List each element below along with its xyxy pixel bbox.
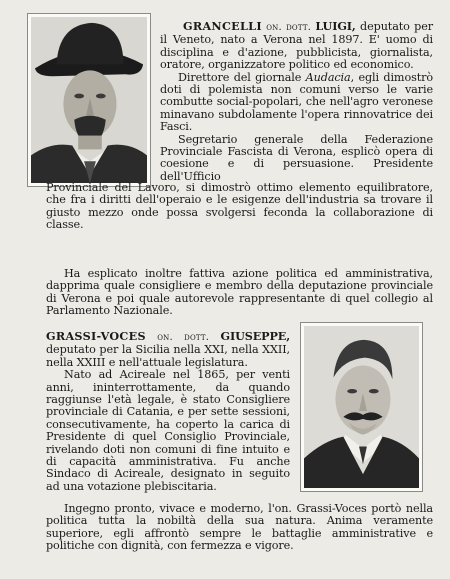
bio-grassi-voces bbox=[46, 330, 290, 493]
p2-text-after: , egli dimostrò doti di polemista non comuni verso le varie combutte social-popolari, che nell'agro veronese minavano subdolamente l'opera rinnovatrice dei Fasci. bbox=[160, 70, 434, 134]
portrait-photo-grancelli bbox=[27, 13, 151, 187]
honorific-title: on. dott. bbox=[266, 22, 312, 33]
bio-grancelli-paragraph-4: Ha esplicato inoltre fattiva azione politica ed amministrativa, dapprima quale consigliere e membro della deputazione provinciale di Verona e poi quale autorevole rappresentante di quel collegio al Parlamento Nazionale. bbox=[46, 267, 433, 318]
bio-grancelli bbox=[160, 20, 433, 183]
p2-text-before: Direttore del giornale bbox=[178, 70, 306, 84]
first-name: LUIGI, bbox=[315, 19, 356, 33]
surname: GRASSI-VOCES bbox=[46, 329, 146, 343]
portrait-photo-grassi-voces bbox=[300, 322, 423, 492]
intro-text: deputato per il Veneto, nato a Verona nel 1897. E' uomo di disciplina e d'azione, pubblicista, giornalista, oratore, organizzatore politico ed economico. bbox=[160, 20, 433, 72]
intro-text: deputato per la Sicilia nella XXI, nella XXII, nella XXIII e nell'attuale legislatura. bbox=[46, 343, 290, 369]
bio-grassi-voces-tail bbox=[46, 503, 433, 553]
bio-grancelli-intro bbox=[160, 20, 433, 72]
bio-grancelli-paragraph-3-rest: Provinciale del Lavoro, si dimostrò ottimo elemento equilibratore, che fra i diritti dell'operaio e le esigenze dell'industria sa trovare il giusto mezzo onde possa svolgersi feconda la collaborazione di classe. bbox=[46, 181, 433, 232]
bio-grassi-voces-intro bbox=[46, 330, 290, 369]
bio-grancelli-continuation bbox=[46, 182, 433, 232]
bio-grassi-voces-paragraph-2: Nato ad Acireale nel 1865, per venti anni, ininterrottamente, da quando raggiunse l'età legale, è stato Consigliere provinciale di Catania, e per sette sessioni, consecutivamente, ha coperto la carica di Presidente di quel Consiglio Provinciale, rivelando doti non comuni di fine intuito e di capacità amministrativa. Fu anche Sindaco di Acireale, designato in seguito ad una votazione plebiscitaria. bbox=[46, 368, 290, 493]
bio-grancelli-paragraph-2 bbox=[160, 72, 433, 134]
bio-grancelli-paragraph-3-start: Segretario generale della Federazione Provinciale Fascista di Verona, esplicò opera di coesione e di persuasione. Presidente dell'Ufficio bbox=[160, 132, 433, 183]
surname: GRANCELLI bbox=[183, 19, 262, 33]
honorific-title: on. dott. bbox=[157, 332, 210, 343]
bio-grassi-voces-paragraph-3: Ingegno pronto, vivace e moderno, l'on. Grassi-Voces portò nella politica tutta la nobiltà della sua natura. Anima veramente superiore, egli affrontò sempre le battaglie amministrative e politiche con dignità, con fermezza e vigore. bbox=[46, 502, 433, 553]
first-name: GIUSEPPE, bbox=[220, 329, 290, 343]
newspaper-title: Audacia bbox=[305, 70, 351, 84]
bio-grancelli-tail bbox=[46, 268, 433, 318]
